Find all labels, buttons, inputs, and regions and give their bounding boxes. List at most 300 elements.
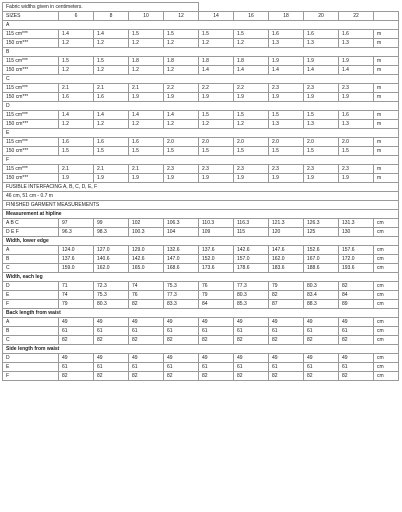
- measurement-cell: 61: [164, 327, 199, 336]
- table-body: [3, 3, 399, 381]
- yardage-cell: 1.2: [129, 66, 164, 75]
- view-header-row: [3, 48, 399, 57]
- yardage-cell: 1.5: [234, 147, 269, 156]
- yardage-cell: 1.9: [94, 174, 129, 183]
- yardage-cell: 1.2: [164, 39, 199, 48]
- yardage-cell: 1.6: [269, 30, 304, 39]
- measurement-cell: 49: [164, 318, 199, 327]
- measurement-cell: 167.0: [304, 255, 339, 264]
- measurement-cell: 116.3: [234, 219, 269, 228]
- measurement-cell: 132.6: [164, 246, 199, 255]
- yardage-cell: 2.1: [129, 84, 164, 93]
- unit-header-cell: [374, 12, 399, 21]
- measurement-cell: 152.6: [304, 246, 339, 255]
- measurement-cell: 162.0: [269, 255, 304, 264]
- yardage-cell: 1.2: [199, 39, 234, 48]
- yardage-cell: 1.4: [234, 66, 269, 75]
- unit-cell: cm: [374, 327, 399, 336]
- yardage-cell: 1.9: [304, 174, 339, 183]
- view-letter: D: [3, 102, 399, 111]
- measurement-title: Width, each leg: [3, 273, 399, 282]
- measurement-row: [3, 255, 399, 264]
- measurement-row: [3, 336, 399, 345]
- view-label: E: [3, 291, 59, 300]
- unit-cell: m: [374, 84, 399, 93]
- size-header-cell: 22: [339, 12, 374, 21]
- measurement-cell: 82: [199, 336, 234, 345]
- measurement-cell: 49: [59, 354, 94, 363]
- unit-cell: cm: [374, 318, 399, 327]
- measurement-cell: 83.3: [164, 300, 199, 309]
- view-label: F: [3, 300, 59, 309]
- yardage-cell: 2.2: [234, 84, 269, 93]
- measurement-cell: 178.6: [234, 264, 269, 273]
- measurement-cell: 72.3: [94, 282, 129, 291]
- measurement-cell: 61: [59, 327, 94, 336]
- view-label: A: [3, 318, 59, 327]
- unit-cell: m: [374, 66, 399, 75]
- yardage-cell: 1.5: [234, 111, 269, 120]
- fabric-width-label: 115 cm***: [3, 111, 59, 120]
- unit-cell: m: [374, 93, 399, 102]
- measurement-cell: 142.6: [234, 246, 269, 255]
- unit-cell: cm: [374, 264, 399, 273]
- measurement-cell: 88.3: [304, 300, 339, 309]
- measurement-title-row: [3, 309, 399, 318]
- fabric-width-label: 115 cm***: [3, 30, 59, 39]
- yardage-cell: 1.5: [129, 147, 164, 156]
- yardage-cell: 1.5: [129, 30, 164, 39]
- measurement-cell: 61: [234, 327, 269, 336]
- measurement-cell: 82: [269, 291, 304, 300]
- yardage-cell: 1.5: [59, 147, 94, 156]
- measurement-title: Back length from waist: [3, 309, 399, 318]
- measurement-cell: 157.6: [339, 246, 374, 255]
- measurement-cell: 61: [339, 327, 374, 336]
- unit-cell: cm: [374, 228, 399, 237]
- measurement-cell: 104: [164, 228, 199, 237]
- yardage-cell: 1.6: [59, 93, 94, 102]
- view-label: C: [3, 336, 59, 345]
- unit-cell: m: [374, 111, 399, 120]
- measurement-cell: 49: [59, 318, 94, 327]
- measurement-cell: 61: [94, 363, 129, 372]
- measurement-cell: 82: [234, 336, 269, 345]
- measurement-cell: 71: [59, 282, 94, 291]
- fabric-row: [3, 66, 399, 75]
- yardage-cell: 2.3: [234, 165, 269, 174]
- measurement-cell: 126.3: [304, 219, 339, 228]
- yardage-cell: 1.4: [94, 111, 129, 120]
- unit-cell: cm: [374, 354, 399, 363]
- yardage-cell: 1.8: [164, 57, 199, 66]
- unit-cell: m: [374, 30, 399, 39]
- measurement-cell: 75.3: [164, 282, 199, 291]
- size-header-cell: 12: [164, 12, 199, 21]
- measurement-cell: 79: [59, 300, 94, 309]
- yardage-cell: 1.5: [339, 147, 374, 156]
- unit-cell: cm: [374, 291, 399, 300]
- view-label: D E F: [3, 228, 59, 237]
- yardage-cell: 2.3: [199, 165, 234, 174]
- yardage-cell: 1.4: [164, 111, 199, 120]
- yardage-cell: 1.9: [269, 174, 304, 183]
- yardage-cell: 1.4: [129, 111, 164, 120]
- measurement-row: [3, 282, 399, 291]
- view-letter: E: [3, 129, 399, 138]
- measurement-cell: 124.0: [59, 246, 94, 255]
- measurement-cell: 82: [339, 336, 374, 345]
- measurement-cell: 99: [94, 219, 129, 228]
- fabric-row: [3, 84, 399, 93]
- measurement-cell: 172.0: [339, 255, 374, 264]
- yardage-cell: 1.9: [339, 57, 374, 66]
- yardage-cell: 2.3: [164, 165, 199, 174]
- measurement-cell: 157.0: [234, 255, 269, 264]
- yardage-cell: 1.9: [304, 57, 339, 66]
- measurement-title-row: [3, 210, 399, 219]
- yardage-cell: 1.5: [199, 111, 234, 120]
- yardage-cell: 1.5: [199, 147, 234, 156]
- fabric-width-label: 115 cm***: [3, 138, 59, 147]
- measurement-cell: 82: [269, 336, 304, 345]
- yardage-cell: 1.2: [199, 120, 234, 129]
- view-label: A: [3, 246, 59, 255]
- measurement-cell: 82: [129, 300, 164, 309]
- measurement-title: Side length from waist: [3, 345, 399, 354]
- measurement-row: [3, 372, 399, 381]
- unit-cell: cm: [374, 300, 399, 309]
- measurement-cell: 82: [199, 372, 234, 381]
- yardage-cell: 1.4: [199, 66, 234, 75]
- measurement-row: [3, 363, 399, 372]
- yardage-cell: 1.6: [94, 93, 129, 102]
- measurement-title: Width, lower edge: [3, 237, 399, 246]
- measurement-cell: 61: [269, 363, 304, 372]
- yardage-cell: 1.6: [129, 138, 164, 147]
- yardage-cell: 1.6: [94, 138, 129, 147]
- note-row: [3, 3, 399, 12]
- measurement-sheet: [2, 2, 398, 381]
- yardage-cell: 1.8: [199, 57, 234, 66]
- fabric-row: [3, 30, 399, 39]
- measurement-cell: 131.3: [339, 219, 374, 228]
- measurement-cell: 61: [59, 363, 94, 372]
- yardage-cell: 1.4: [304, 66, 339, 75]
- fabric-row: [3, 138, 399, 147]
- measurement-cell: 82: [339, 282, 374, 291]
- fabric-row: [3, 120, 399, 129]
- measurement-cell: 142.6: [129, 255, 164, 264]
- measurement-cell: 140.6: [94, 255, 129, 264]
- unit-cell: cm: [374, 336, 399, 345]
- measurement-cell: 120: [269, 228, 304, 237]
- yardage-cell: 1.4: [59, 30, 94, 39]
- measurement-cell: 109: [199, 228, 234, 237]
- fabric-width-label: 150 cm***: [3, 120, 59, 129]
- measurement-row: [3, 246, 399, 255]
- unit-cell: m: [374, 39, 399, 48]
- measurement-cell: 49: [164, 354, 199, 363]
- measurement-cell: 49: [234, 354, 269, 363]
- yardage-cell: 1.4: [339, 66, 374, 75]
- measurement-cell: 49: [339, 354, 374, 363]
- view-letter: B: [3, 48, 399, 57]
- measurement-cell: 97: [59, 219, 94, 228]
- measurement-cell: 110.3: [199, 219, 234, 228]
- measurement-cell: 82: [94, 336, 129, 345]
- measurement-cell: 85.3: [234, 300, 269, 309]
- yardage-cell: 2.3: [269, 84, 304, 93]
- yardage-cell: 1.9: [164, 174, 199, 183]
- size-header-cell: 16: [234, 12, 269, 21]
- yardage-cell: 2.0: [234, 138, 269, 147]
- measurement-cell: 80.3: [304, 282, 339, 291]
- yardage-cell: 2.3: [339, 165, 374, 174]
- view-header-row: [3, 156, 399, 165]
- yardage-cell: 1.5: [59, 57, 94, 66]
- yardage-cell: 1.2: [234, 120, 269, 129]
- yardage-cell: 1.8: [129, 57, 164, 66]
- yardage-cell: 2.3: [339, 84, 374, 93]
- measurement-cell: 82: [129, 372, 164, 381]
- measurement-cell: 49: [339, 318, 374, 327]
- yardage-cell: 1.5: [94, 57, 129, 66]
- measurement-cell: 82: [164, 336, 199, 345]
- measurement-row: [3, 228, 399, 237]
- measurement-cell: 183.6: [269, 264, 304, 273]
- view-letter: F: [3, 156, 399, 165]
- measurement-row: [3, 354, 399, 363]
- yardage-cell: 1.9: [199, 174, 234, 183]
- measurement-cell: 76: [129, 291, 164, 300]
- yardage-cell: 1.9: [304, 93, 339, 102]
- view-header-row: [3, 21, 399, 30]
- finished-garment-title: FINISHED GARMENT MEASUREMENTS: [3, 201, 399, 210]
- view-header-row: [3, 75, 399, 84]
- yardage-cell: 2.3: [304, 165, 339, 174]
- measurement-cell: 127.0: [94, 246, 129, 255]
- measurement-cell: 173.6: [199, 264, 234, 273]
- fabric-row: [3, 93, 399, 102]
- measurement-cell: 49: [304, 318, 339, 327]
- measurement-row: [3, 219, 399, 228]
- yardage-cell: 2.1: [129, 165, 164, 174]
- interfacing-title-row: [3, 183, 399, 192]
- view-label: B: [3, 327, 59, 336]
- measurement-row: [3, 318, 399, 327]
- unit-cell: cm: [374, 282, 399, 291]
- view-label: D: [3, 354, 59, 363]
- measurement-cell: 82: [59, 372, 94, 381]
- measurement-cell: 165.0: [129, 264, 164, 273]
- yardage-cell: 1.2: [94, 39, 129, 48]
- measurement-cell: 61: [234, 363, 269, 372]
- fabric-width-label: 150 cm***: [3, 39, 59, 48]
- yardage-cell: 1.5: [234, 30, 269, 39]
- yardage-cell: 1.2: [94, 120, 129, 129]
- yardage-cell: 1.9: [269, 57, 304, 66]
- yardage-cell: 1.2: [94, 66, 129, 75]
- yardage-cell: 1.4: [94, 30, 129, 39]
- measurement-cell: 76: [199, 282, 234, 291]
- yardage-cell: 1.4: [59, 111, 94, 120]
- yardage-cell: 1.3: [269, 39, 304, 48]
- measurement-cell: 49: [234, 318, 269, 327]
- measurement-cell: 82: [304, 372, 339, 381]
- measurement-cell: 125: [304, 228, 339, 237]
- fabric-width-label: 150 cm***: [3, 66, 59, 75]
- fabric-width-label: 115 cm***: [3, 84, 59, 93]
- yardage-cell: 2.2: [164, 84, 199, 93]
- yardage-cell: 2.0: [164, 138, 199, 147]
- measurement-cell: 130: [339, 228, 374, 237]
- measurement-cell: 193.6: [339, 264, 374, 273]
- yardage-cell: 1.9: [164, 93, 199, 102]
- fabric-row: [3, 147, 399, 156]
- unit-cell: m: [374, 174, 399, 183]
- view-label: C: [3, 264, 59, 273]
- measurement-cell: 80.3: [234, 291, 269, 300]
- yardage-cell: 2.1: [94, 165, 129, 174]
- yardage-cell: 1.9: [234, 93, 269, 102]
- yardage-cell: 1.2: [164, 66, 199, 75]
- fabric-width-label: 115 cm***: [3, 57, 59, 66]
- yardage-cell: 2.0: [269, 138, 304, 147]
- fabric-row: [3, 174, 399, 183]
- interfacing-title: FUSIBLE INTERFACING A, B, C, D, E, F: [3, 183, 399, 192]
- measurement-cell: 77.3: [164, 291, 199, 300]
- view-letter: A: [3, 21, 399, 30]
- yardage-cell: 1.9: [269, 93, 304, 102]
- measurement-cell: 77.3: [234, 282, 269, 291]
- yardage-cell: 1.9: [199, 93, 234, 102]
- yardage-cell: 1.6: [304, 30, 339, 39]
- unit-cell: m: [374, 120, 399, 129]
- measurement-cell: 82: [129, 336, 164, 345]
- measurement-cell: 89: [339, 300, 374, 309]
- unit-cell: m: [374, 147, 399, 156]
- yardage-cell: 1.9: [339, 93, 374, 102]
- measurement-cell: 49: [199, 318, 234, 327]
- view-label: B: [3, 255, 59, 264]
- measurement-cell: 147.6: [269, 246, 304, 255]
- measurement-cell: 49: [129, 354, 164, 363]
- sizes-header-row: [3, 12, 399, 21]
- measurement-cell: 49: [199, 354, 234, 363]
- measurement-cell: 79: [269, 282, 304, 291]
- measurement-cell: 98.3: [94, 228, 129, 237]
- measurement-cell: 74: [129, 282, 164, 291]
- yardage-cell: 1.9: [59, 174, 94, 183]
- measurement-cell: 84: [339, 291, 374, 300]
- yardage-cell: 1.9: [339, 174, 374, 183]
- yardage-cell: 2.0: [339, 138, 374, 147]
- interfacing-value: 46 cm, 51 cm - 0.7 m: [3, 192, 399, 201]
- unit-cell: cm: [374, 219, 399, 228]
- measurement-cell: 106.3: [164, 219, 199, 228]
- yardage-cell: 1.5: [199, 30, 234, 39]
- measurement-cell: 61: [199, 363, 234, 372]
- view-label: A B C: [3, 219, 59, 228]
- measurement-row: [3, 291, 399, 300]
- yardage-cell: 1.3: [269, 120, 304, 129]
- measurement-row: [3, 300, 399, 309]
- measurement-cell: 49: [94, 354, 129, 363]
- fabric-row: [3, 57, 399, 66]
- fabric-row: [3, 111, 399, 120]
- measurement-cell: 61: [339, 363, 374, 372]
- yardage-cell: 1.2: [164, 120, 199, 129]
- measurement-cell: 162.0: [94, 264, 129, 273]
- yardage-cell: 1.5: [269, 147, 304, 156]
- measurement-cell: 61: [129, 327, 164, 336]
- unit-cell: cm: [374, 246, 399, 255]
- view-label: F: [3, 372, 59, 381]
- unit-cell: cm: [374, 255, 399, 264]
- yardage-cell: 1.6: [59, 138, 94, 147]
- view-label: E: [3, 363, 59, 372]
- fabric-row: [3, 39, 399, 48]
- measurement-cell: 79: [199, 291, 234, 300]
- size-header-cell: 14: [199, 12, 234, 21]
- measurement-cell: 152.0: [199, 255, 234, 264]
- measurement-cell: 82: [304, 336, 339, 345]
- yardage-cell: 1.9: [129, 93, 164, 102]
- measurement-title: Measurement at hipline: [3, 210, 399, 219]
- yardage-cell: 1.3: [339, 39, 374, 48]
- yardage-cell: 1.5: [164, 147, 199, 156]
- measurement-cell: 80.3: [94, 300, 129, 309]
- yardage-cell: 1.3: [304, 39, 339, 48]
- measurement-cell: 82: [164, 372, 199, 381]
- measurement-cell: 82: [269, 372, 304, 381]
- yardage-cell: 2.0: [199, 138, 234, 147]
- measurement-cell: 87: [269, 300, 304, 309]
- size-header-cell: 6: [59, 12, 94, 21]
- measurement-title-row: [3, 273, 399, 282]
- measurement-cell: 168.6: [164, 264, 199, 273]
- yardage-cell: 1.2: [59, 39, 94, 48]
- fabric-width-label: 150 cm***: [3, 174, 59, 183]
- size-header-cell: 8: [94, 12, 129, 21]
- measurement-cell: 61: [304, 327, 339, 336]
- yardage-cell: 1.2: [129, 120, 164, 129]
- interfacing-value-row: [3, 192, 399, 201]
- measurement-row: [3, 327, 399, 336]
- measurement-cell: 61: [94, 327, 129, 336]
- measurement-cell: 84: [199, 300, 234, 309]
- yardage-cell: 1.9: [234, 174, 269, 183]
- measurement-cell: 61: [199, 327, 234, 336]
- yardage-cell: 2.0: [304, 138, 339, 147]
- yardage-cell: 1.3: [304, 120, 339, 129]
- measurement-cell: 188.6: [304, 264, 339, 273]
- measurement-cell: 49: [129, 318, 164, 327]
- measurement-title-row: [3, 345, 399, 354]
- measurement-cell: 61: [129, 363, 164, 372]
- measurement-cell: 137.6: [59, 255, 94, 264]
- yardage-cell: 2.3: [304, 84, 339, 93]
- unit-cell: m: [374, 138, 399, 147]
- measurement-cell: 49: [304, 354, 339, 363]
- yardage-cell: 1.2: [59, 66, 94, 75]
- measurement-cell: 115: [234, 228, 269, 237]
- measurement-cell: 74: [59, 291, 94, 300]
- measurement-cell: 102: [129, 219, 164, 228]
- yardage-cell: 1.2: [59, 120, 94, 129]
- measurement-cell: 82: [234, 372, 269, 381]
